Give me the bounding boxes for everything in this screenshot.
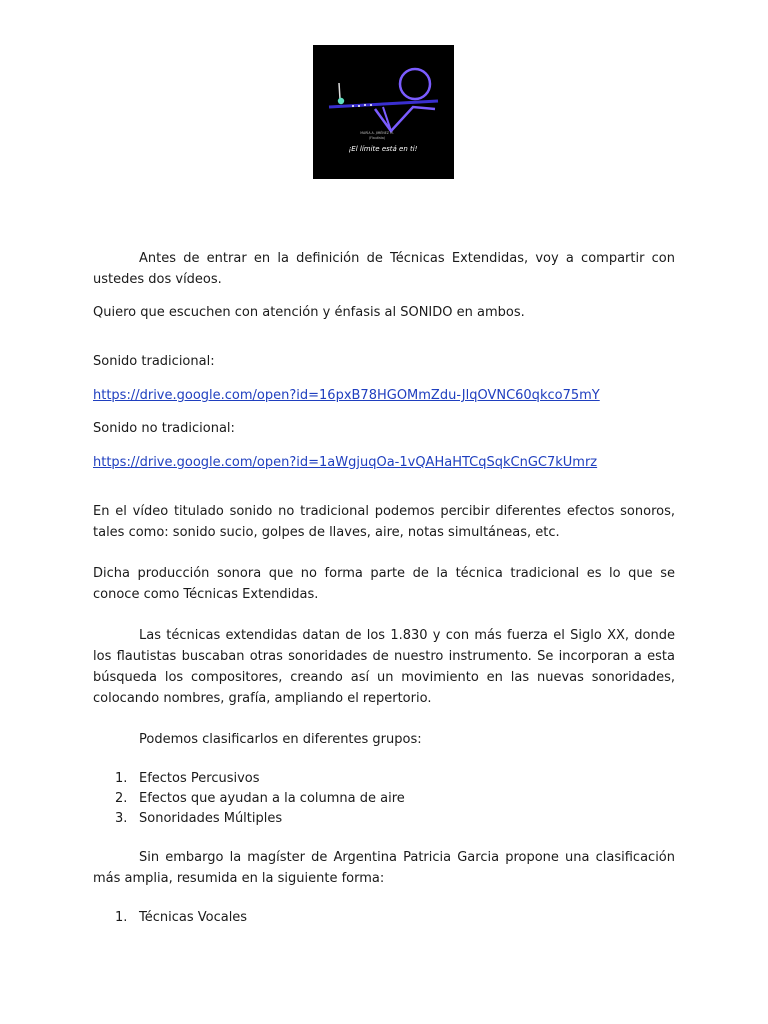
nontraditional-video-link[interactable]: https://drive.google.com/open?id=1aWgjuqOa-1vQAHaHTCqSqkCnGC7kUmrz	[93, 455, 598, 470]
garcia-list	[93, 908, 675, 928]
logo-stick	[339, 83, 340, 99]
effects-paragraph: En el vídeo titulado sonido no tradicional podemos percibir diferentes efectos sonoros, tales como: sonido sucio, golpes de llaves, aire, notas simultáneas, etc.	[93, 504, 675, 540]
logo-subname: (Flautista)	[368, 136, 386, 140]
definition-paragraph: Dicha producción sonora que no forma parte de la técnica tradicional es lo que se conoce como Técnicas Extendidas.	[93, 566, 675, 602]
traditional-video-link[interactable]: https://drive.google.com/open?id=16pxB78HGOMmZdu-JlqOVNC60qkco75mY	[93, 388, 600, 403]
list-item: 1. Efectos Percusivos	[115, 771, 260, 786]
logo-name: MARÍA A. JIMÉNEZ M.	[360, 131, 394, 135]
list-item: 1. Técnicas Vocales	[115, 910, 248, 925]
logo-image	[313, 45, 454, 179]
logo-graphic	[313, 45, 454, 179]
list-item: 3. Sonoridades Múltiples	[115, 811, 283, 826]
list-item: 2. Efectos que ayudan a la columna de aire	[115, 791, 405, 806]
intro-paragraph: Antes de entrar en la definición de Técnicas Extendidas, voy a compartir con ustedes dos vídeos.	[93, 251, 675, 287]
garcia-paragraph: Sin embargo la magíster de Argentina Patricia Garcia propone una clasificación más amplia, resumida en la siguiente forma:	[93, 850, 675, 886]
listen-paragraph: Quiero que escuchen con atención y énfasis al SONIDO en ambos.	[93, 305, 525, 320]
history-paragraph: Las técnicas extendidas datan de los 1.830 y con más fuerza el Siglo XX, donde los flautistas buscaban otras sonoridades de nuestro instrumento. Se incorporan a esta búsqueda los compositores, creando así un movimiento en las nuevas sonoridades, colocando nombres, grafía, ampliando el repertorio.	[93, 628, 675, 706]
logo-tagline: ¡El límite está en ti!	[348, 145, 418, 153]
nontraditional-label: Sonido no tradicional:	[93, 421, 235, 436]
logo-dot	[338, 98, 344, 104]
logo-circle	[400, 69, 430, 99]
groups-list	[93, 769, 675, 829]
traditional-label: Sonido tradicional:	[93, 354, 215, 369]
document-body	[93, 248, 675, 928]
classify-paragraph: Podemos clasificarlos en diferentes grupos:	[139, 732, 422, 747]
logo-flute-line	[329, 101, 438, 107]
